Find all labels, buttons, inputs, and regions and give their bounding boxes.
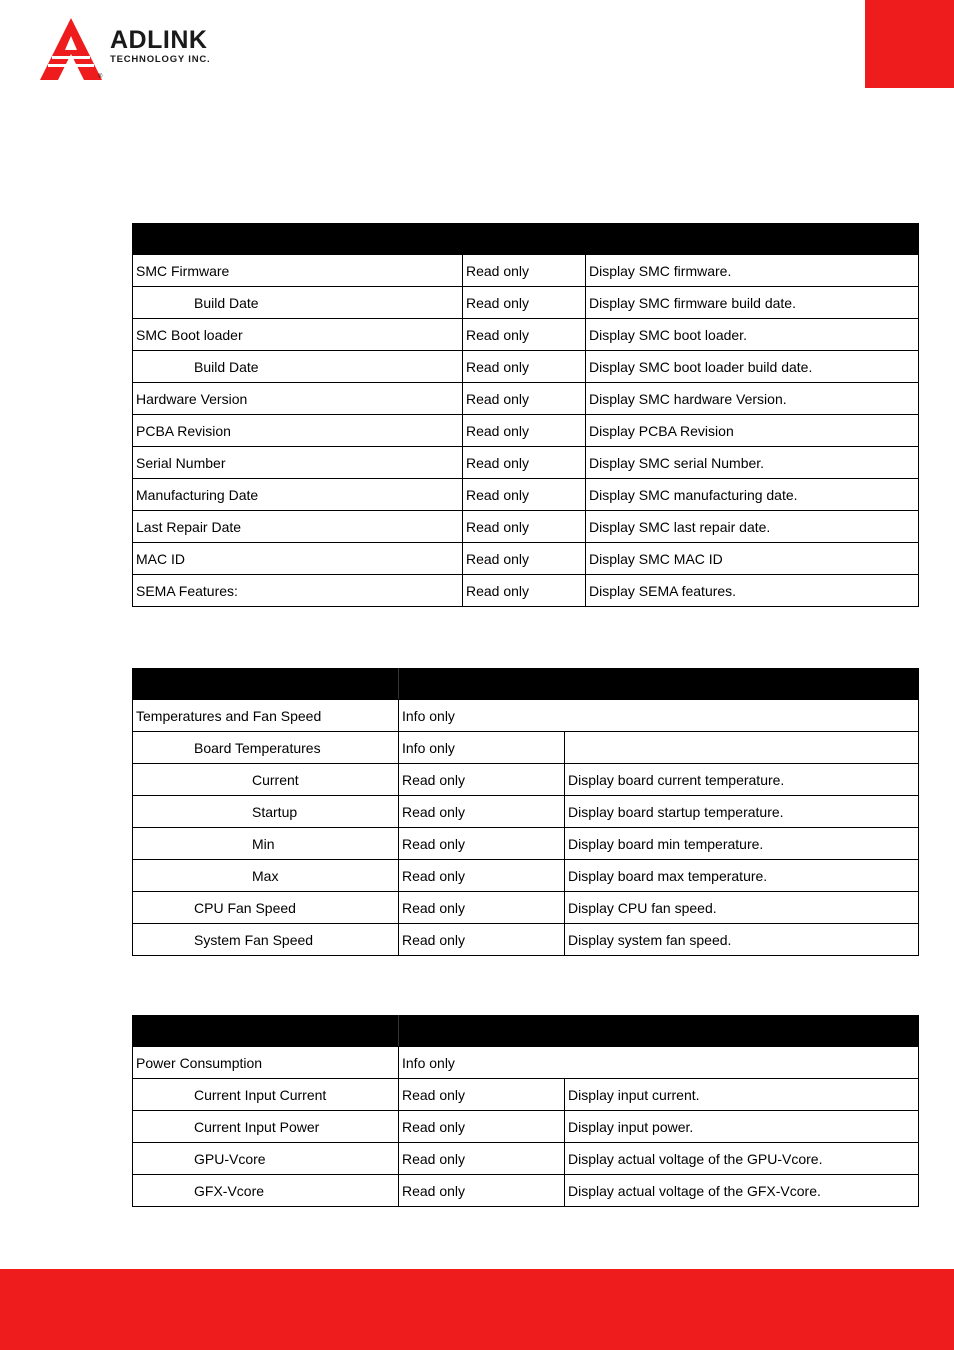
access-cell: Read only <box>463 287 586 319</box>
access-cell: Read only <box>399 1111 565 1143</box>
access-cell: Read only <box>463 383 586 415</box>
item-cell: Temperatures and Fan Speed <box>133 700 399 732</box>
access-cell: Read only <box>399 1143 565 1175</box>
table-row <box>133 860 919 892</box>
item-cell: PCBA Revision <box>133 415 463 447</box>
description-cell: Display SMC firmware. <box>586 255 919 287</box>
table-row <box>133 351 919 383</box>
item-cell: Build Date <box>133 351 463 383</box>
item-cell: Manufacturing Date <box>133 479 463 511</box>
access-cell: Read only <box>463 479 586 511</box>
table-row <box>133 543 919 575</box>
item-cell: CPU Fan Speed <box>133 892 399 924</box>
table-row <box>133 447 919 479</box>
description-cell: Display PCBA Revision <box>586 415 919 447</box>
table-row <box>133 1047 919 1079</box>
description-cell: Display board current temperature. <box>565 764 919 796</box>
item-cell: SEMA Features: <box>133 575 463 607</box>
table-row <box>133 287 919 319</box>
description-cell: Display board min temperature. <box>565 828 919 860</box>
access-cell: Info only <box>399 732 565 764</box>
item-cell: Current Input Power <box>133 1111 399 1143</box>
description-cell: Display board startup temperature. <box>565 796 919 828</box>
brand-tagline: TECHNOLOGY INC. <box>110 54 211 65</box>
access-cell: Read only <box>463 255 586 287</box>
table-row <box>133 319 919 351</box>
item-cell: Board Temperatures <box>133 732 399 764</box>
table-row <box>133 892 919 924</box>
description-cell: Display CPU fan speed. <box>565 892 919 924</box>
access-cell: Read only <box>399 860 565 892</box>
description-cell: Display SMC last repair date. <box>586 511 919 543</box>
access-cell: Read only <box>463 511 586 543</box>
table-row <box>133 764 919 796</box>
item-cell: Last Repair Date <box>133 511 463 543</box>
corner-tab <box>865 0 954 88</box>
description-cell: Display board max temperature. <box>565 860 919 892</box>
item-cell: GFX-Vcore <box>133 1175 399 1207</box>
item-cell: Build Date <box>133 287 463 319</box>
access-cell: Read only <box>399 828 565 860</box>
footer-bar <box>0 1269 954 1350</box>
table-row <box>133 732 919 764</box>
table-row <box>133 255 919 287</box>
description-cell: Display SMC firmware build date. <box>586 287 919 319</box>
table-row <box>133 479 919 511</box>
table-row <box>133 1143 919 1175</box>
access-cell: Info only <box>399 1047 919 1079</box>
description-cell: Display system fan speed. <box>565 924 919 956</box>
item-cell: MAC ID <box>133 543 463 575</box>
item-cell: SMC Firmware <box>133 255 463 287</box>
access-cell: Read only <box>399 1079 565 1111</box>
adlink-triangle-logo-icon <box>38 16 104 82</box>
table-row <box>133 828 919 860</box>
access-cell: Read only <box>399 892 565 924</box>
brand-logo <box>38 16 258 86</box>
table-header <box>133 1016 919 1047</box>
item-cell: Current <box>133 764 399 796</box>
table-header <box>133 224 919 255</box>
registered-mark: ® <box>98 74 103 80</box>
table-header <box>133 669 919 700</box>
table-row <box>133 1111 919 1143</box>
smc-info-table <box>132 223 919 607</box>
table-row <box>133 383 919 415</box>
access-cell: Read only <box>399 796 565 828</box>
item-cell: Power Consumption <box>133 1047 399 1079</box>
item-cell: GPU-Vcore <box>133 1143 399 1175</box>
access-cell: Read only <box>463 543 586 575</box>
description-cell <box>565 732 919 764</box>
item-cell: Hardware Version <box>133 383 463 415</box>
description-cell: Display SEMA features. <box>586 575 919 607</box>
brand-name: ADLINK <box>110 26 208 54</box>
item-cell: Startup <box>133 796 399 828</box>
description-cell: Display SMC boot loader. <box>586 319 919 351</box>
item-cell: Serial Number <box>133 447 463 479</box>
table-row <box>133 511 919 543</box>
description-cell: Display SMC manufacturing date. <box>586 479 919 511</box>
description-cell: Display input current. <box>565 1079 919 1111</box>
access-cell: Read only <box>463 447 586 479</box>
access-cell: Read only <box>463 575 586 607</box>
access-cell: Read only <box>399 924 565 956</box>
access-cell: Read only <box>463 351 586 383</box>
access-cell: Read only <box>399 764 565 796</box>
description-cell: Display SMC hardware Version. <box>586 383 919 415</box>
description-cell: Display SMC MAC ID <box>586 543 919 575</box>
table-row <box>133 575 919 607</box>
item-cell: Current Input Current <box>133 1079 399 1111</box>
description-cell: Display SMC serial Number. <box>586 447 919 479</box>
table-row <box>133 1079 919 1111</box>
table-row <box>133 924 919 956</box>
table-row <box>133 1175 919 1207</box>
table-row <box>133 700 919 732</box>
item-cell: SMC Boot loader <box>133 319 463 351</box>
item-cell: Max <box>133 860 399 892</box>
item-cell: Min <box>133 828 399 860</box>
access-cell: Read only <box>463 415 586 447</box>
table-row <box>133 415 919 447</box>
table-row <box>133 796 919 828</box>
description-cell: Display actual voltage of the GPU-Vcore. <box>565 1143 919 1175</box>
temperature-fan-table <box>132 668 919 956</box>
description-cell: Display actual voltage of the GFX-Vcore. <box>565 1175 919 1207</box>
access-cell: Read only <box>399 1175 565 1207</box>
access-cell: Info only <box>399 700 919 732</box>
item-cell: System Fan Speed <box>133 924 399 956</box>
description-cell: Display input power. <box>565 1111 919 1143</box>
access-cell: Read only <box>463 319 586 351</box>
description-cell: Display SMC boot loader build date. <box>586 351 919 383</box>
power-consumption-table <box>132 1015 919 1207</box>
